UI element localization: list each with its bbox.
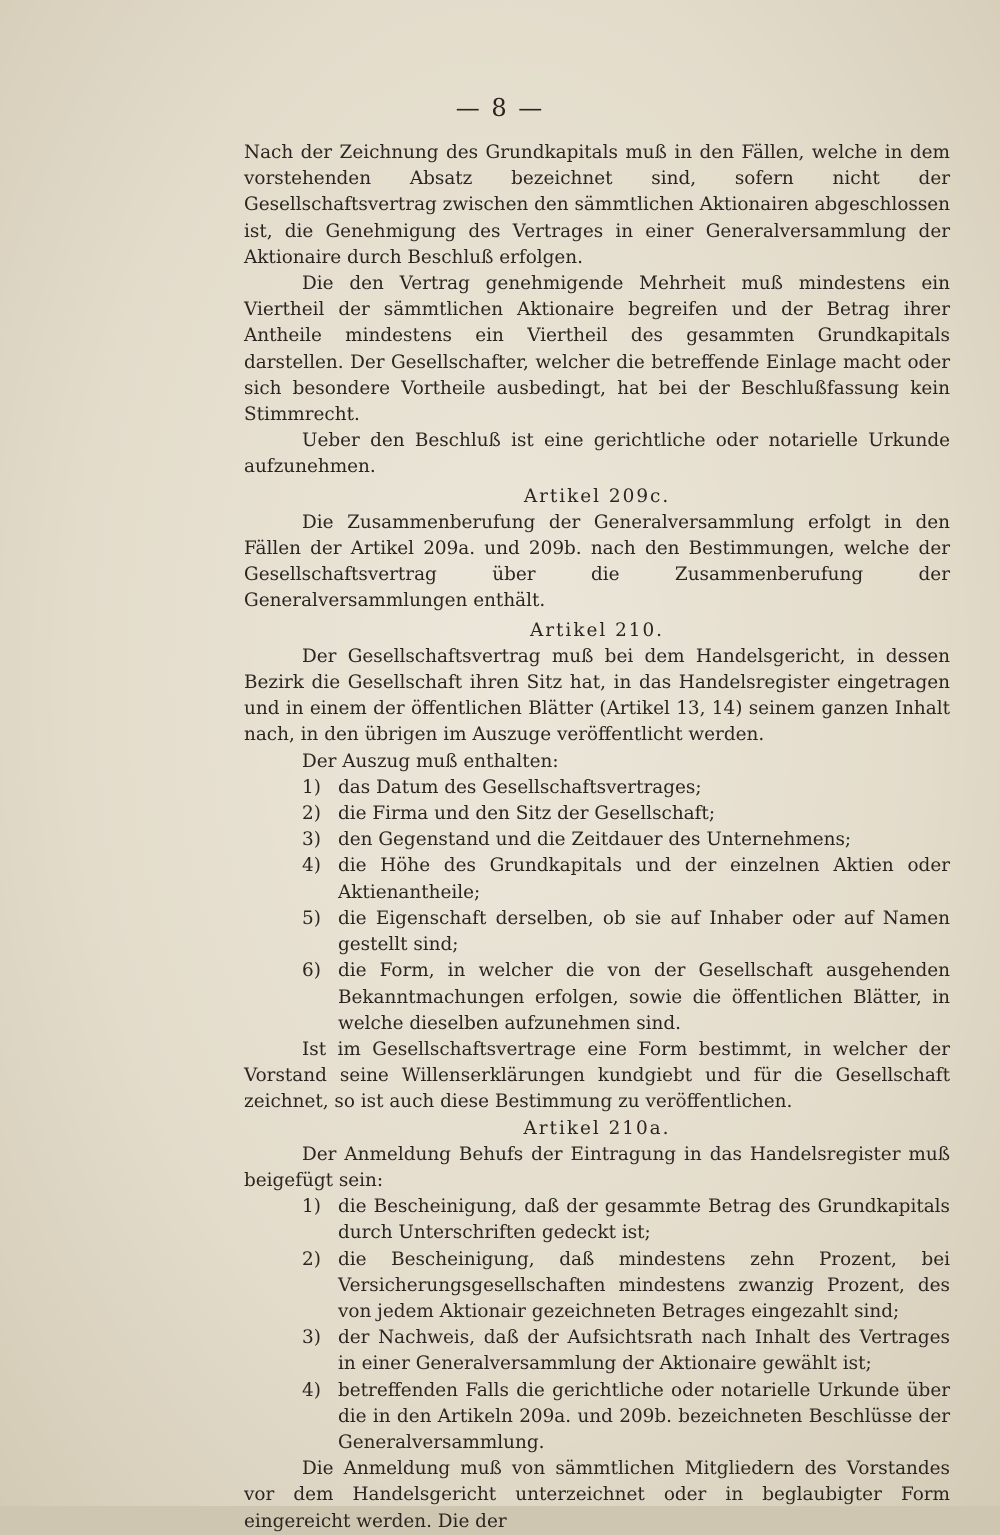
- list-item: 6) die Form, in welcher die von der Gesellschaft ausgehenden Bekanntmachungen erfolgen, sowie die öffentlichen Blätter, in welche dieselben aufzunehmen sind.: [302, 960, 950, 1034]
- paragraph: Nach der Zeichnung des Grundkapitals muß in den Fällen, welche in dem vorstehenden Absatz bezeichnet sind, sofern nicht der Gesellschaftsvertrag zwischen den sämmtlichen Aktionairen abgeschlossen ist, die Genehmigung des Vertrages in einer Generalversammlung der Aktionaire durch Beschluß erfolgen.: [244, 142, 950, 268]
- paragraph: Die den Vertrag genehmigende Mehrheit muß mindestens ein Viertheil der sämmtlichen Aktionaire begreifen und der Betrag ihrer Antheile mindestens ein Viertheil des gesammten Grundkapitals darstellen. Der Gesellschafter, welcher die betreffende Einlage macht oder sich besondere Vortheile ausbedingt, hat bei der Beschlußfassung kein Stimmrecht.: [244, 273, 950, 426]
- list-item: 3) den Gegenstand und die Zeitdauer des Unternehmens;: [302, 829, 852, 851]
- list-intro: Der Auszug muß enthalten:: [302, 750, 559, 772]
- list-item: 1) die Bescheinigung, daß der gesammte Betrag des Grundkapitals durch Unterschriften gedeckt ist;: [302, 1196, 950, 1244]
- page-number: — 8 —: [455, 94, 545, 122]
- list-item: 2) die Firma und den Sitz der Gesellschaft;: [302, 803, 716, 825]
- article-210a-list: [244, 1194, 950, 1456]
- paragraph: Der Gesellschaftsvertrag muß bei dem Handelsgericht, in dessen Bezirk die Gesellschaft ihren Sitz hat, in das Handelsregister eingetragen und in einem der öffentlichen Blätter (Artikel 13, 14) seinem ganzen Inhalt nach, in den übrigen im Auszuge veröffentlicht werden.: [244, 645, 950, 746]
- list-item: 5) die Eigenschaft derselben, ob sie auf Inhaber oder auf Namen gestellt sind;: [302, 907, 950, 956]
- article-210-list: [244, 775, 950, 1037]
- article-heading-210: Artikel 210.: [529, 619, 665, 641]
- list-item: 4) betreffenden Falls die gerichtliche oder notarielle Urkunde über die in den Artikeln 209a. und 209b. bezeichneten Beschlüsse der Generalversammlung.: [302, 1379, 950, 1453]
- list-item: 1) das Datum des Gesellschaftsvertrages;: [302, 776, 702, 798]
- list-item: 3) der Nachweis, daß der Aufsichtsrath nach Inhalt des Vertrages in einer Generalversammlung der Aktionaire gewählt ist;: [302, 1327, 950, 1375]
- paragraph: Ueber den Beschluß ist eine gerichtliche oder notarielle Urkunde aufzunehmen.: [244, 430, 950, 478]
- paragraph: Die Anmeldung muß von sämmtlichen Mitgliedern des Vorstandes vor dem Handelsgericht unterzeichnet oder in beglaubigter Form eingereicht werden. Die der: [244, 1458, 950, 1532]
- body-text: [244, 140, 950, 1535]
- paragraph: Die Zusammenberufung der Generalversammlung erfolgt in den Fällen der Artikel 209a. und 209b. nach den Bestimmungen, welche der Gesellschaftsvertrag über die Zusammenberufung der Generalversammlungen enthält.: [244, 511, 950, 612]
- paragraph: Ist im Gesellschaftsvertrage eine Form bestimmt, in welcher der Vorstand seine Willenserklärungen kundgiebt und für die Gesellschaft zeichnet, so ist auch diese Bestimmung zu veröffentlichen.: [244, 1038, 950, 1113]
- paragraph: Der Anmeldung Behufs der Eintragung in das Handelsregister muß beigefügt sein:: [244, 1143, 950, 1191]
- article-heading-209c: Artikel 209c.: [523, 485, 671, 507]
- article-heading-210a: Artikel 210a.: [523, 1117, 671, 1139]
- list-item: 2) die Bescheinigung, daß mindestens zehn Prozent, bei Versicherungsgesellschaften mindestens zwanzig Prozent, des von jedem Aktionair gezeichneten Betrages eingezahlt sind;: [302, 1248, 950, 1322]
- list-item: 4) die Höhe des Grundkapitals und der einzelnen Aktien oder Aktienantheile;: [302, 855, 950, 903]
